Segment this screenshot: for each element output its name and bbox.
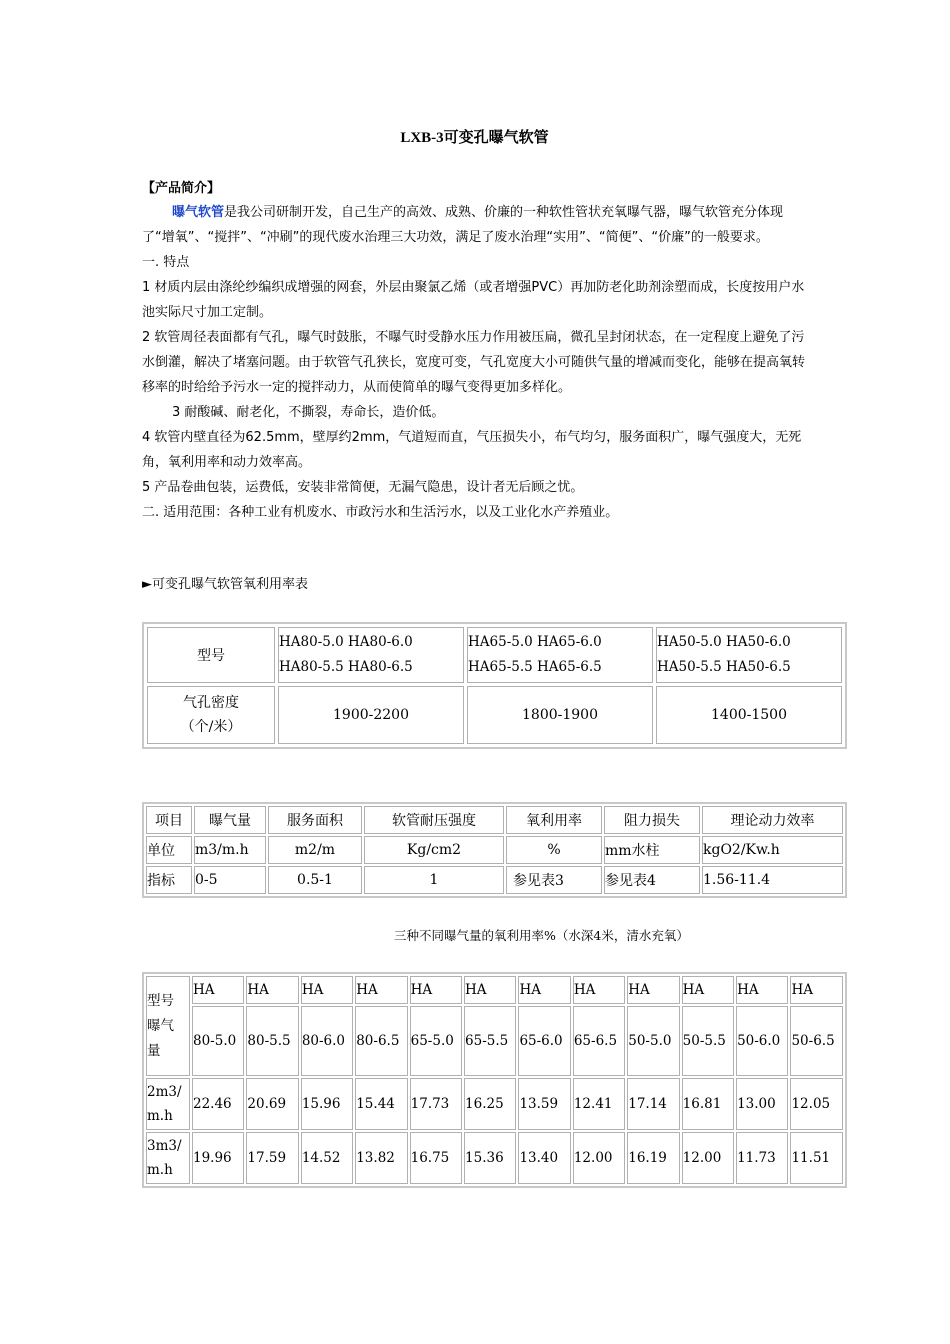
value-cell: 16.19 xyxy=(627,1132,679,1184)
row-label-cell: 2m3/ m.h xyxy=(146,1078,190,1130)
table-cell: 0-5 xyxy=(194,866,266,894)
feature-item-2: 2 软管周径表面都有气孔，曝气时鼓胀，不曝气时受静水压力作用被压扁，微孔呈封闭状态，在一定程度上避免了污水倒灌，解决了堵塞问题。由于软管气孔狭长，宽度可变，气孔宽度大小可随供气量的增减而变化，能够在提高氧转移率的时给给予污水一定的搅拌动力，从而使简单的曝气变得更加多样化。 xyxy=(142,330,806,395)
header-cell: 服务面积 xyxy=(268,806,362,834)
table-cell: m3/m.h xyxy=(194,836,266,864)
intro-paragraph: 曝气软管是我公司研制开发，自己生产的高效、成熟、价廉的一种软性管状充氧曝气器，曝气软管充分体现了“增氧”、“搅拌”、“冲刷”的现代废水治理三大功效，满足了废水治理“实用”、“简便”、“价廉”的一般要求。 xyxy=(142,205,784,245)
value-cell: 16.75 xyxy=(410,1132,462,1184)
model-header: 型号 xyxy=(147,627,275,683)
model-cell: 65-5.5 xyxy=(464,1006,516,1076)
model-cell: 65-5.0 xyxy=(410,1006,462,1076)
scope-paragraph: 二. 适用范围：各种工业有机废水、市政污水和生活污水，以及工业化水产养殖业。 xyxy=(142,505,619,520)
table-cell: 参见表4 xyxy=(604,866,700,894)
density-cell: 1400-1500 xyxy=(656,686,842,744)
density-cell: 1900-2200 xyxy=(278,686,464,744)
header-cell: 氧利用率 xyxy=(506,806,602,834)
header-cell: 曝气量 xyxy=(194,806,266,834)
value-cell: 16.25 xyxy=(464,1078,516,1130)
table-cell: Kg/cm2 xyxy=(364,836,504,864)
header-cell: 理论动力效率 xyxy=(702,806,843,834)
utilization-table xyxy=(142,622,847,749)
table-cell: 0.5-1 xyxy=(268,866,362,894)
header-cell: 软管耐压强度 xyxy=(364,806,504,834)
prefix-cell: HA xyxy=(573,976,625,1004)
density-cell: 1800-1900 xyxy=(467,686,653,744)
value-cell: 15.96 xyxy=(301,1078,353,1130)
page-title: LXB-3可变孔曝气软管 xyxy=(400,130,549,146)
value-cell: 13.59 xyxy=(518,1078,570,1130)
table-cell: 参见表3 xyxy=(506,866,602,894)
table-cell: % xyxy=(506,836,602,864)
value-cell: 22.46 xyxy=(192,1078,244,1130)
row-label-cell: 型号 曝气 量 xyxy=(146,976,190,1076)
table-cell: 1 xyxy=(364,866,504,894)
density-header: 气孔密度 （个/米） xyxy=(147,686,275,744)
table-cell: 单位 xyxy=(146,836,192,864)
value-cell: 11.73 xyxy=(736,1132,788,1184)
header-cell: 阻力损失 xyxy=(604,806,700,834)
value-cell: 15.44 xyxy=(355,1078,407,1130)
model-cell: 80-5.0 xyxy=(192,1006,244,1076)
intro-label: 【产品简介】 xyxy=(142,181,221,196)
model-cell: HA65-5.0 HA65-6.0 HA65-5.5 HA65-6.5 xyxy=(467,627,653,683)
body-text xyxy=(142,200,810,525)
model-cell: 50-6.5 xyxy=(790,1006,843,1076)
prefix-cell: HA xyxy=(410,976,462,1004)
value-cell: 17.73 xyxy=(410,1078,462,1130)
value-cell: 13.40 xyxy=(518,1132,570,1184)
value-cell: 20.69 xyxy=(246,1078,298,1130)
model-cell: 50-5.5 xyxy=(682,1006,734,1076)
prefix-cell: HA xyxy=(518,976,570,1004)
spec-table xyxy=(142,802,847,898)
value-cell: 17.59 xyxy=(246,1132,298,1184)
prefix-cell: HA xyxy=(682,976,734,1004)
features-heading: 一. 特点 xyxy=(142,255,190,270)
model-cell: 50-6.0 xyxy=(736,1006,788,1076)
oxygen-utilization-table xyxy=(142,972,847,1188)
value-cell: 11.51 xyxy=(790,1132,843,1184)
prefix-cell: HA xyxy=(790,976,843,1004)
row-label-cell: 3m3/ m.h xyxy=(146,1132,190,1184)
value-cell: 12.05 xyxy=(790,1078,843,1130)
value-cell: 12.41 xyxy=(573,1078,625,1130)
value-cell: 15.36 xyxy=(464,1132,516,1184)
prefix-cell: HA xyxy=(355,976,407,1004)
table-cell: 指标 xyxy=(146,866,192,894)
feature-item-4: 4 软管内壁直径为62.5mm，壁厚约2mm，气道短而直，气压损失小，布气均匀，服务面积广，曝气强度大，无死角，氧利用率和动力效率高。 xyxy=(142,430,802,470)
model-cell: 80-5.5 xyxy=(246,1006,298,1076)
model-cell: 80-6.5 xyxy=(355,1006,407,1076)
model-cell: 50-5.0 xyxy=(627,1006,679,1076)
value-cell: 13.82 xyxy=(355,1132,407,1184)
header-cell: 项目 xyxy=(146,806,192,834)
prefix-cell: HA xyxy=(464,976,516,1004)
model-cell: 65-6.5 xyxy=(573,1006,625,1076)
table-cell: m2/m xyxy=(268,836,362,864)
table-cell: kgO2/Kw.h xyxy=(702,836,843,864)
model-cell: HA50-5.0 HA50-6.0 HA50-5.5 HA50-6.5 xyxy=(656,627,842,683)
model-cell: 80-6.0 xyxy=(301,1006,353,1076)
value-cell: 13.00 xyxy=(736,1078,788,1130)
value-cell: 19.96 xyxy=(192,1132,244,1184)
value-cell: 12.00 xyxy=(682,1132,734,1184)
value-cell: 17.14 xyxy=(627,1078,679,1130)
value-cell: 16.81 xyxy=(682,1078,734,1130)
feature-item-1: 1 材质内层由涤纶纱编织成增强的网套，外层由聚氯乙烯（或者增强PVC）再加防老化助剂涂塑而成，长度按用户水池实际尺寸加工定制。 xyxy=(142,280,805,320)
table3-caption: 三种不同曝气量的氧利用率%（水深4米，清水充氧） xyxy=(394,928,689,943)
value-cell: 12.00 xyxy=(573,1132,625,1184)
value-cell: 14.52 xyxy=(301,1132,353,1184)
feature-item-5: 5 产品卷曲包装，运费低，安装非常简便，无漏气隐患，设计者无后顾之忧。 xyxy=(142,480,584,495)
feature-item-3: 3 耐酸碱、耐老化，不撕裂，寿命长，造价低。 xyxy=(172,405,445,420)
prefix-cell: HA xyxy=(627,976,679,1004)
table-cell: mm水柱 xyxy=(604,836,700,864)
highlight-link[interactable]: 曝气软管 xyxy=(172,205,225,220)
prefix-cell: HA xyxy=(246,976,298,1004)
prefix-cell: HA xyxy=(301,976,353,1004)
model-cell: HA80-5.0 HA80-6.0 HA80-5.5 HA80-6.5 xyxy=(278,627,464,683)
table-cell: 1.56-11.4 xyxy=(702,866,843,894)
table1-caption: ►可变孔曝气软管氧利用率表 xyxy=(142,577,308,592)
prefix-cell: HA xyxy=(192,976,244,1004)
prefix-cell: HA xyxy=(736,976,788,1004)
model-cell: 65-6.0 xyxy=(518,1006,570,1076)
